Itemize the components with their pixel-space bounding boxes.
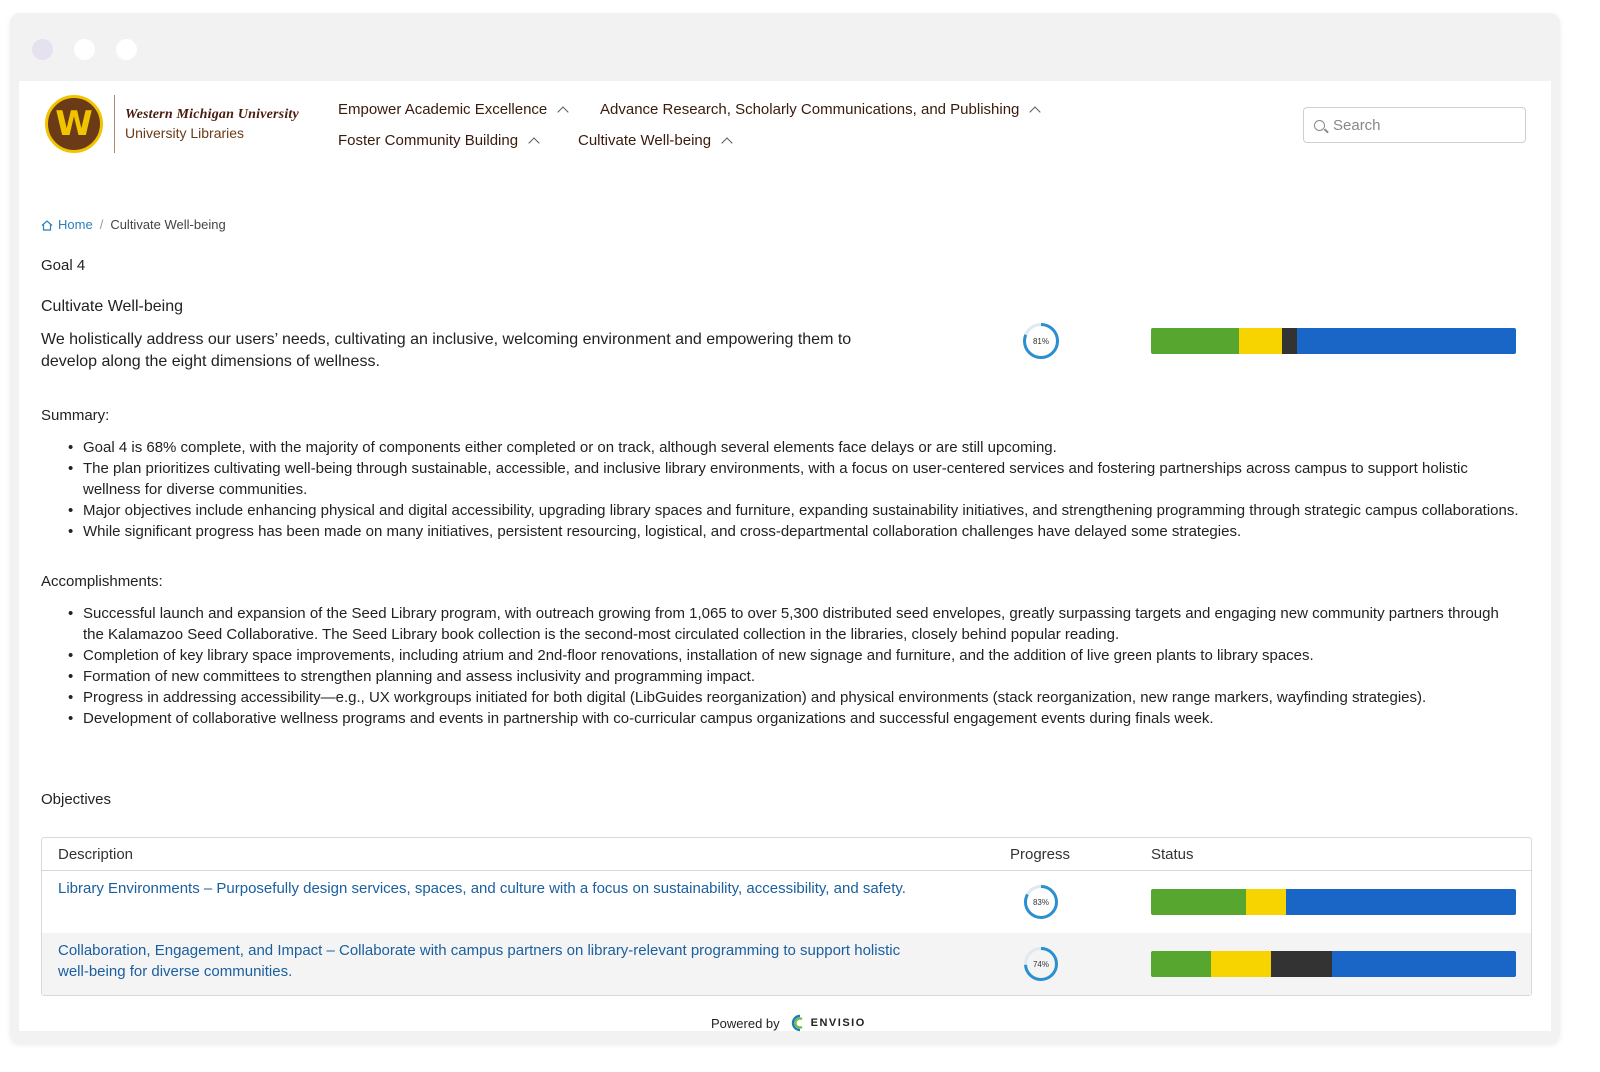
status-segment [1332, 951, 1516, 977]
envisio-logo[interactable] [788, 1013, 866, 1033]
search-input[interactable] [1333, 117, 1513, 134]
nav-empower-academic-excellence[interactable] [338, 101, 567, 118]
status-segment [1271, 951, 1331, 977]
accomplishment-item: • Successful launch and expansion of the Seed Library program, with outreach growing from 1,065 to over 5,300 distributed seed envelopes, greatly surpassing targets and engaging new community partners through the Kalamazoo Seed Collaborative. The Seed Library book collection is the second-most circulated collection in the libraries, closely behind popular reading. [83, 603, 1523, 645]
goal-title: Cultivate Well-being [41, 298, 183, 315]
window-controls [32, 39, 137, 60]
nav-label: Advance Research, Scholarly Communications, and Publishing [600, 101, 1020, 118]
powered-by-label: Powered by [711, 1015, 780, 1031]
summary-list [83, 437, 1523, 542]
logo-divider [114, 95, 115, 153]
objective-status-bar[interactable] [1151, 951, 1516, 977]
search-box[interactable] [1303, 107, 1526, 143]
goal-progress-label: 81% [1032, 336, 1049, 346]
summary-item: • Major objectives include enhancing physical and digital accessibility, upgrading library spaces and furniture, expanding sustainability initiatives, and strengthening programming through strategic campus collaborations. [83, 500, 1523, 521]
objective-progress-ring [1023, 946, 1059, 982]
status-segment [1282, 328, 1297, 354]
page-content [19, 81, 1551, 1031]
window-minimize-dot[interactable] [74, 39, 95, 60]
nav-cultivate-well-being[interactable] [578, 132, 731, 149]
chevron-up-icon [721, 137, 732, 148]
status-segment [1211, 951, 1271, 977]
objective-progress-label: 83% [1032, 897, 1049, 907]
objective-progress-label: 74% [1032, 959, 1049, 969]
status-segment [1239, 328, 1283, 354]
home-icon [41, 220, 53, 230]
table-row [42, 933, 1531, 995]
breadcrumb [41, 217, 226, 232]
logo-libraries-name: University Libraries [125, 125, 245, 141]
objectives-table [41, 837, 1532, 996]
footer [711, 1013, 866, 1033]
accomplishment-item: • Formation of new committees to strengthen planning and assess inclusivity and programming impact. [83, 666, 1523, 687]
accomplishment-item: • Development of collaborative wellness programs and events in partnership with co-curricular campus organizations and successful engagement events during finals week. [83, 708, 1523, 729]
table-row [42, 871, 1531, 933]
nav-label: Foster Community Building [338, 132, 519, 149]
goal-description: We holistically address our users’ needs, cultivating an inclusive, welcoming environment and empowering them to develop along the eight dimensions of wellness. [41, 331, 852, 370]
chevron-up-icon [1030, 106, 1041, 117]
breadcrumb-separator: / [99, 217, 104, 232]
search-icon [1314, 120, 1325, 131]
nav-foster-community-building[interactable] [338, 132, 538, 149]
summary-item: • While significant progress has been made on many initiatives, persistent resourcing, logistical, and cross-departmental collaboration challenges have delayed some strategies. [83, 521, 1523, 542]
accomplishments-label: Accomplishments: [41, 573, 163, 590]
status-segment [1151, 328, 1239, 354]
column-header-description: Description [58, 846, 134, 863]
objective-status-bar[interactable] [1151, 889, 1516, 915]
objective-link[interactable]: Collaboration, Engagement, and Impact – Collaborate with campus partners on library-relevant programming to support holistic well-being for diverse communities. [58, 942, 901, 980]
site-logo[interactable] [45, 95, 299, 153]
column-header-status: Status [1151, 846, 1194, 863]
wmu-seal-icon: W [45, 95, 103, 153]
accomplishment-item: • Progress in addressing accessibility—e.g., UX workgroups initiated for both digital (LibGuides reorganization) and physical environments (stack reorganization, new range markers, wayfinding strategies). [83, 687, 1523, 708]
summary-item: • The plan prioritizes cultivating well-being through sustainable, accessible, and inclusive library environments, with a focus on user-centered services and fostering partnerships across campus to support holistic wellness for diverse communities. [83, 458, 1523, 500]
status-segment [1151, 889, 1246, 915]
summary-item: • Goal 4 is 68% complete, with the majority of components either completed or on track, although several elements face delays or are still upcoming. [83, 437, 1523, 458]
accomplishment-item: • Completion of key library space improvements, including atrium and 2nd-floor renovations, installation of new signage and furniture, and the addition of live green plants to library spaces. [83, 645, 1523, 666]
status-segment [1151, 951, 1211, 977]
chevron-up-icon [528, 137, 539, 148]
status-segment [1297, 328, 1516, 354]
goal-status-bar[interactable] [1151, 328, 1516, 354]
status-segment [1286, 889, 1516, 915]
breadcrumb-home-link[interactable]: Home [58, 217, 93, 232]
logo-university-name: Western Michigan University [125, 107, 299, 122]
window-close-dot[interactable] [32, 39, 53, 60]
status-segment [1246, 889, 1286, 915]
column-header-progress: Progress [1010, 846, 1071, 863]
breadcrumb-current: Cultivate Well-being [110, 217, 226, 232]
accomplishments-list [83, 603, 1523, 729]
logo-text [125, 107, 299, 141]
nav-label: Empower Academic Excellence [338, 101, 548, 118]
summary-label: Summary: [41, 407, 110, 424]
objectives-label: Objectives [41, 791, 112, 808]
nav-label: Cultivate Well-being [578, 132, 712, 149]
nav-advance-research[interactable] [600, 101, 1039, 118]
envisio-brand-text: ENVISIO [810, 1017, 866, 1029]
goal-number: Goal 4 [41, 257, 86, 274]
envisio-mark-icon [788, 1013, 806, 1033]
objective-progress-ring [1023, 884, 1059, 920]
goal-progress-ring [1022, 322, 1060, 360]
window-maximize-dot[interactable] [116, 39, 137, 60]
objective-link[interactable]: Library Environments – Purposefully design services, spaces, and culture with a focus on sustainability, accessibility, and safety. [58, 880, 906, 897]
chevron-up-icon [558, 106, 569, 117]
browser-window [10, 13, 1560, 1043]
